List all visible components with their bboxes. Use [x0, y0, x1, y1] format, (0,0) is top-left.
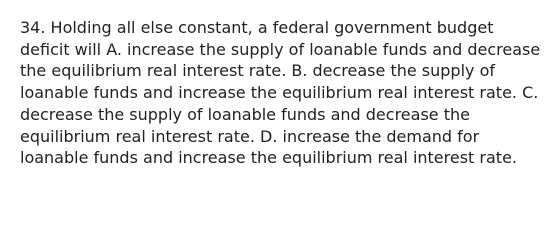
question-line: loanable funds and increase the equilibrium real interest rate. — [20, 148, 517, 168]
question-line: loanable funds and increase the equilibrium real interest rate. C. — [20, 83, 539, 103]
question-line: 34. Holding all else constant, a federal government budget — [20, 18, 494, 37]
question-line: the equilibrium real interest rate. B. decrease the supply of — [20, 61, 495, 81]
question-line: deficit will A. increase the supply of loanable funds and decrease — [20, 39, 541, 59]
question-text — [20, 17, 545, 169]
question-line: decrease the supply of loanable funds and decrease the — [20, 104, 470, 124]
question-line: equilibrium real interest rate. D. increase the demand for — [20, 126, 480, 146]
